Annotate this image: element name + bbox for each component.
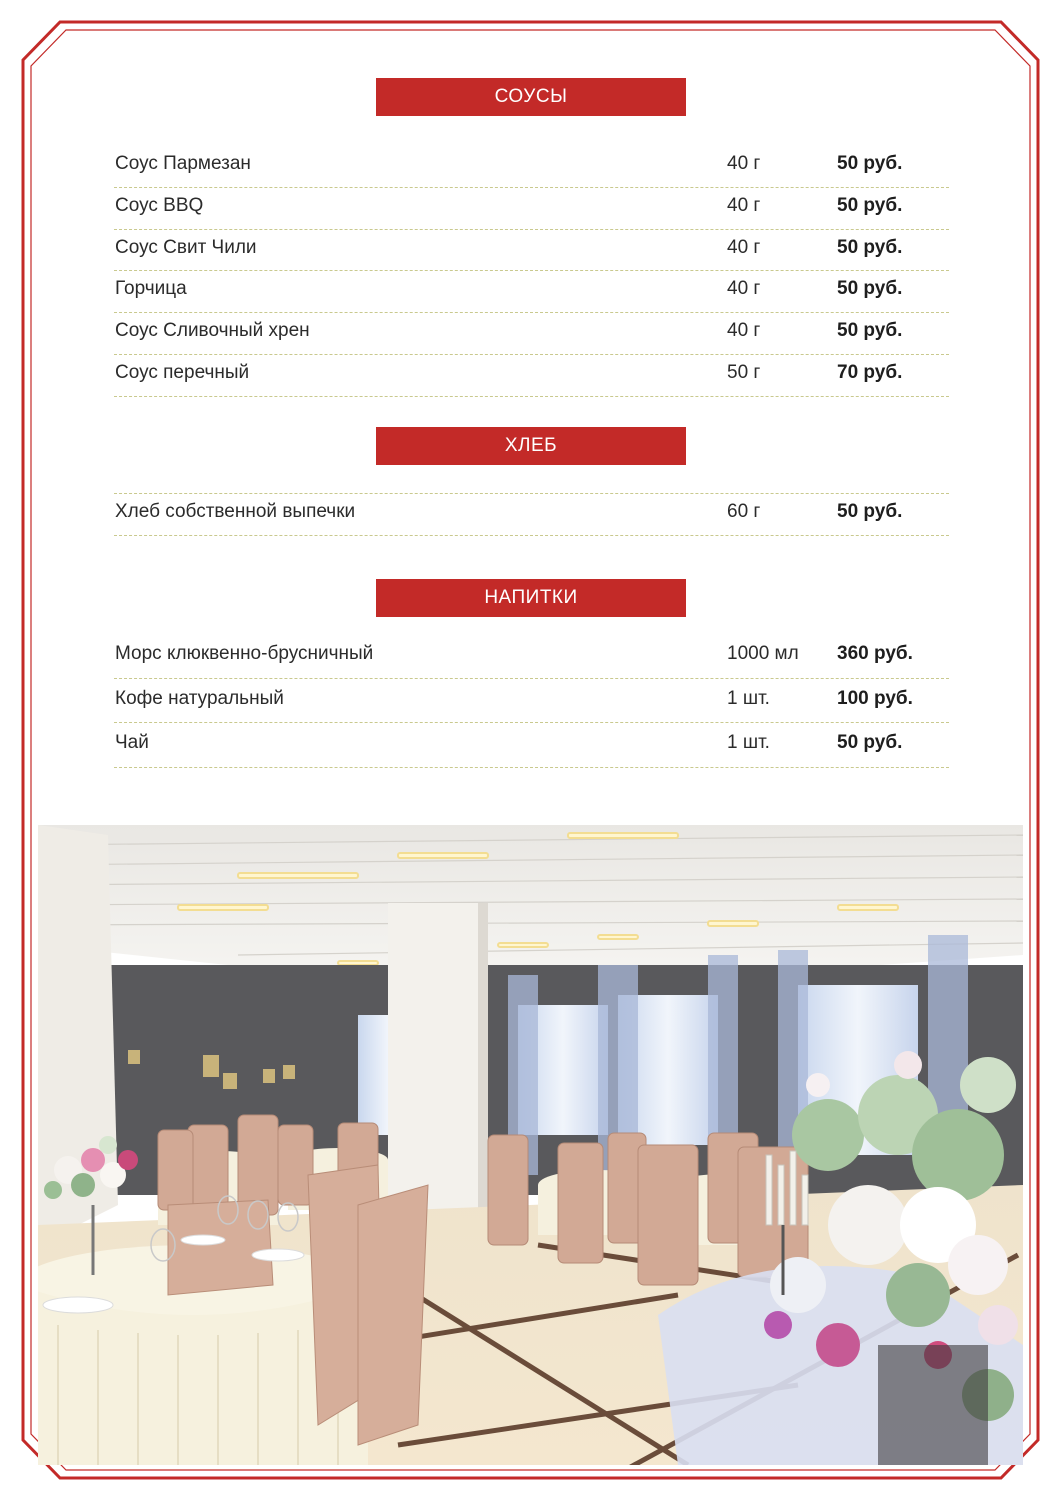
section-title: НАПИТКИ xyxy=(484,587,578,608)
item-amount: 1 шт. xyxy=(727,687,770,709)
menu-row xyxy=(114,313,949,355)
item-price: 50 руб. xyxy=(837,236,903,258)
section-title: СОУСЫ xyxy=(494,86,568,107)
item-price: 50 руб. xyxy=(837,194,903,216)
section-header-drinks xyxy=(376,579,686,617)
item-name: Соус BBQ xyxy=(115,194,204,216)
section-title: ХЛЕБ xyxy=(504,435,558,456)
item-name: Горчица xyxy=(115,278,187,300)
item-amount: 40 г xyxy=(727,194,761,216)
item-price: 70 руб. xyxy=(837,361,903,383)
item-amount: 40 г xyxy=(727,278,761,300)
item-amount: 40 г xyxy=(727,236,761,258)
item-price: 50 руб. xyxy=(837,278,903,300)
item-price: 50 руб. xyxy=(837,732,903,753)
menu-table-sauces xyxy=(114,146,949,397)
menu-row xyxy=(114,723,949,768)
item-amount: 40 г xyxy=(727,153,761,174)
item-amount: 50 г xyxy=(727,361,761,383)
menu-table-drinks xyxy=(114,634,949,768)
menu-row xyxy=(114,679,949,724)
menu-row xyxy=(114,271,949,313)
item-amount: 60 г xyxy=(727,501,761,522)
menu-row xyxy=(114,230,949,272)
section-header-sauces xyxy=(376,78,686,116)
item-price: 360 руб. xyxy=(837,643,913,664)
item-price: 100 руб. xyxy=(837,687,913,709)
menu-row xyxy=(114,634,949,679)
menu-row xyxy=(114,355,949,397)
item-amount: 1000 мл xyxy=(727,643,799,664)
menu-table-bread xyxy=(114,493,949,536)
item-name: Соус Свит Чили xyxy=(115,236,257,258)
item-name: Соус Сливочный хрен xyxy=(115,320,310,342)
item-price: 50 руб. xyxy=(837,501,903,522)
item-name: Соус перечный xyxy=(115,361,250,383)
menu-row xyxy=(114,494,949,536)
item-price: 50 руб. xyxy=(837,320,903,342)
item-name: Соус Пармезан xyxy=(115,153,251,174)
item-name: Хлеб собственной выпечки xyxy=(115,501,356,522)
restaurant-hall-photo xyxy=(38,825,1023,1465)
item-amount: 40 г xyxy=(727,320,761,342)
item-name: Кофе натуральный xyxy=(115,687,284,709)
item-price: 50 руб. xyxy=(837,153,903,174)
menu-row xyxy=(114,188,949,230)
item-name: Морс клюквенно-брусничный xyxy=(115,643,374,664)
section-header-bread xyxy=(376,427,686,465)
menu-row xyxy=(114,146,949,188)
item-name: Чай xyxy=(115,732,149,753)
item-amount: 1 шт. xyxy=(727,732,770,753)
